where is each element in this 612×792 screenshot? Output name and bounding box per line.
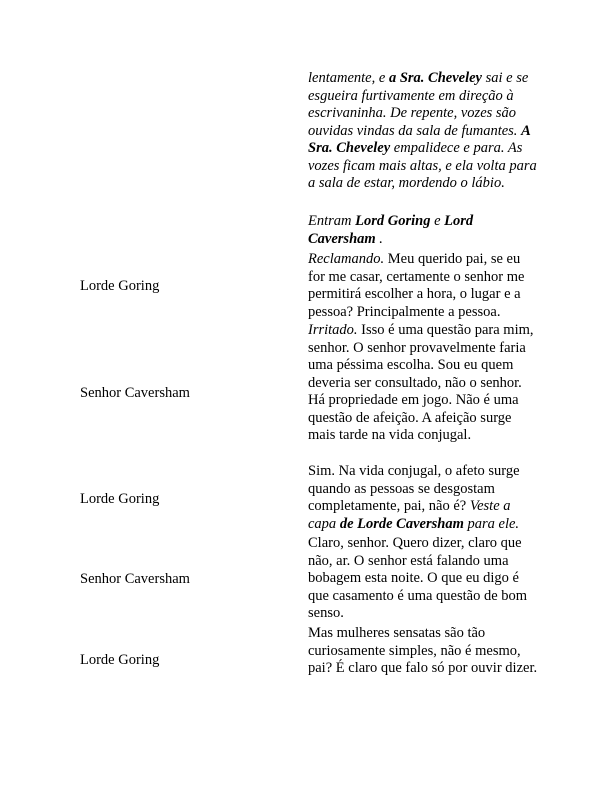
text-run: Entram xyxy=(308,213,356,229)
dialogue-text xyxy=(308,251,538,321)
dialogue-text xyxy=(308,463,538,533)
text-run: A Sra. Cheveley xyxy=(308,122,530,156)
text-run: Sim. Na vida conjugal, o afeto surge quando as pessoas se desgostam completamente, pai, não é? xyxy=(308,463,520,514)
text-run: Isso é uma questão para mim, senhor. O senhor provavelmente faria uma péssima escolha. Sou eu quem deveria ser consultado, não o senhor. Há propriedade em jogo. Não é uma questão de afeição. A afeição surge mais tarde na vida conjugal. xyxy=(308,322,534,443)
text-run: e xyxy=(430,213,445,229)
text-run: para ele. xyxy=(463,515,520,532)
text-run: lentamente, e xyxy=(308,70,389,86)
text-run: Lord Goring xyxy=(355,213,431,229)
speaker-name: Lorde Goring xyxy=(80,652,160,668)
text-run: Lord Caversham xyxy=(308,213,474,247)
text-run: de Lorde Caversham xyxy=(339,515,464,532)
text-run: sai e se esgueira furtivamente em direção à escrivaninha. De repente, vozes são ouvidas vindas da sala de fumantes. xyxy=(308,70,529,139)
text-run: Meu querido pai, se eu for me casar, certamente o senhor me permitirá escolher a hora, o lugar e a pessoa? Principalmente a pessoa. xyxy=(308,251,525,320)
speaker-name: Senhor Caversham xyxy=(80,385,190,401)
dialogue-text xyxy=(308,213,538,248)
text-run: Veste a capa xyxy=(308,498,511,532)
dialogue-text xyxy=(308,70,538,193)
speaker-name: Lorde Goring xyxy=(80,491,160,507)
text-run: Mas mulheres sensatas são tão curiosamente simples, não é mesmo, pai? É claro que falo só por ouvir dizer. xyxy=(308,625,538,676)
text-run: a Sra. Cheveley xyxy=(388,70,482,86)
dialogue-text xyxy=(308,322,538,445)
text-run: Reclamando. xyxy=(308,251,385,267)
speaker-name: Lorde Goring xyxy=(80,278,160,294)
speaker-name: Senhor Caversham xyxy=(80,571,190,587)
text-run: Irritado. xyxy=(308,322,358,338)
dialogue-text xyxy=(308,535,538,623)
text-run: Claro, senhor. Quero dizer, claro que não, ar. O senhor está falando uma bobagem esta noite. O que eu digo é que casamento é uma questão de bom senso. xyxy=(308,535,528,621)
dialogue-text xyxy=(308,625,538,678)
text-run: . xyxy=(375,230,383,247)
text-run: empalidece e para. As vozes ficam mais altas, e ela volta para a sala de estar, mordendo o lábio. xyxy=(308,140,537,191)
